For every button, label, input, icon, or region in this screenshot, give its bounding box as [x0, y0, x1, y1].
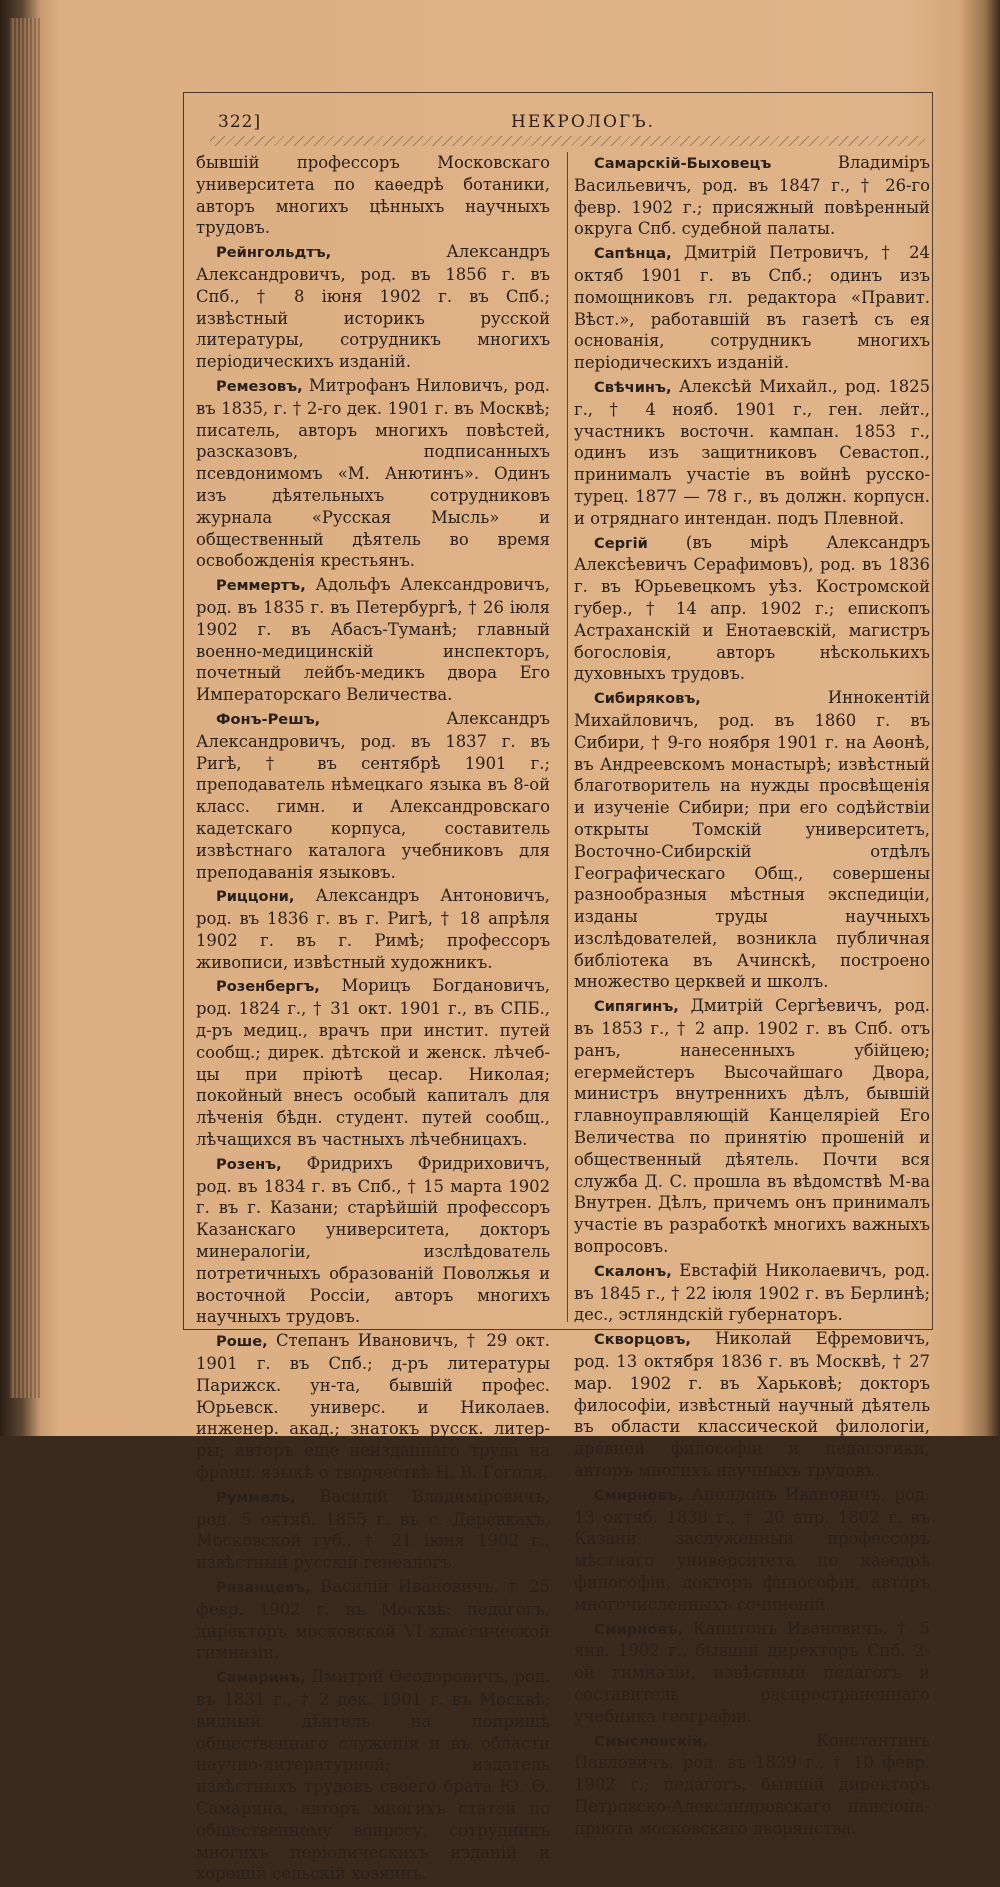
obituary-entry — [574, 376, 930, 530]
header-wavy-rule — [210, 136, 925, 146]
obituary-entry — [196, 1486, 550, 1574]
entry-name: Смысловскій, — [594, 1732, 708, 1750]
entry-name: Свѣчинъ, — [594, 378, 672, 396]
obituary-entry — [574, 1730, 930, 1840]
obituary-entry — [196, 574, 550, 706]
entry-name: Реммертъ, — [216, 577, 306, 595]
obituary-entry — [574, 995, 930, 1258]
obituary-entry — [196, 708, 550, 883]
obituary-entry — [196, 375, 550, 572]
entry-name: Роше, — [216, 1333, 268, 1351]
entry-name: Розенбергъ, — [216, 978, 320, 996]
obituary-entry — [196, 1153, 550, 1328]
page-stack-edge — [10, 18, 40, 1398]
obituary-entry — [574, 1618, 930, 1728]
entry-name: Самарскій-Быховецъ — [594, 155, 772, 172]
entry-text: Степанъ Ивановичъ, † 29 окт. 1901 г. въ Спб.; д-ръ литературы Парижск. ун-та, бывшій профес. Юрьевск. универс. и Николаев. инженер. акад.; знатокъ русск. литер-ры; авторъ еще неизданнаго труда на франц. языкѣ о творчествѣ Н. В. Гоголя. — [196, 1331, 550, 1483]
entry-text: Дмитрій Петровичъ, † 24 октяб 1901 г. въ Спб.; одинъ изъ помощниковъ гл. редактора «Правит. Вѣст.», работавшій въ газетѣ съ ея основанія, сотрудникъ многихъ періодическихъ изданій. — [574, 243, 930, 373]
entry-text: Александръ Антоновичъ, род. въ 1836 г. въ г. Ригѣ, † 18 апрѣля 1902 г. въ г. Римѣ; профессоръ живописи, извѣстный художникъ. — [196, 886, 550, 972]
entry-name: Рейнгольдтъ, — [216, 244, 332, 262]
entry-text: бывшій профессоръ Московскаго университета по каѳедрѣ ботаники, авторъ многихъ цѣнныхъ научныхъ трудовъ. — [196, 153, 550, 238]
obituary-entry — [196, 975, 550, 1150]
entry-text: Александръ Александровичъ, род. въ 1856 г. въ Спб., † 8 іюня 1902 г. въ Спб.; извѣстный историкъ русской литературы, сотрудникъ многихъ періодическихъ изданій. — [196, 242, 550, 372]
column-divider — [567, 152, 568, 1322]
entry-text: Морицъ Богдановичъ, род. 1824 г., † 31 окт. 1901 г., въ СПБ., д-ръ медиц., врачъ при инстит. путей сообщ.; дирек. дѣтской и женск. лѣчеб-цы при пріютѣ цесар. Николая; покойный внесъ особый капиталъ для лѣченія бѣдн. студент. путей сообщ., лѣчащихся въ частныхъ лѣчебницахъ. — [196, 976, 550, 1150]
entry-text: Дмитрій Сергѣевичъ, род. въ 1853 г., † 2 апр. 1902 г. въ Спб. отъ ранъ, нанесенныхъ убійцею; егермейстеръ Высочайшаго Двора, министръ внутреннихъ дѣлъ, бывшій главноуправляющій Канцеляріей Его Величества по принятію прошеній и общественный дѣятель. Почти вся служба Д. С. прошла въ вѣдомствѣ М-ва Внутрен. Дѣлъ, причемъ онъ принималъ участіе въ разработкѣ многихъ важныхъ вопросовъ. — [574, 996, 930, 1257]
page-number: 322] — [218, 112, 262, 132]
entry-text: (въ мірѣ Александръ Алексѣевичъ Серафимовъ), род. въ 1836 г. въ Юрьевецкомъ уѣз. Костромской губер., † 14 апр. 1902 г.; епископъ Астраханскій и Енотаевскій, магистръ богословія, авторъ нѣсколькихъ духовныхъ трудовъ. — [574, 532, 930, 684]
right-column — [574, 152, 930, 1842]
obituary-entry — [196, 1330, 550, 1484]
obituary-entry — [196, 241, 550, 373]
entry-text: Василій Владиміровичъ, род. 5 октяб. 1855 г. въ с. Деревкахъ, Московской губ., † 21 іюня 1902 г., извѣстный русскій генеалогъ. — [196, 1486, 550, 1573]
entry-text: Фридрихъ Фридриховичъ, род. въ 1834 г. въ Спб., † 15 марта 1902 г. въ г. Казани; старѣйшій профессоръ Казанскаго университета, докторъ минералогіи, изслѣдователь потретичныхъ образованій Поволжья и восточной Россіи, авторъ многихъ научныхъ трудовъ. — [196, 1153, 550, 1327]
entry-name: Скалонъ, — [594, 1262, 672, 1280]
running-title: НЕКРОЛОГЪ. — [511, 112, 656, 132]
entry-text: Дмитрій Ѳеодоровичъ, род. въ 1831 г., † 2 дек. 1901 г. въ Москвѣ; видный дѣятель на поприщѣ общественнаго служенія и въ области научно-литературной; издатель извѣстныхъ трудовъ своего брата Ю. Ѳ. Самарина, авторъ многихъ статей по общественному вопросу, сотрудникъ многихъ періодическихъ изданій и хорошій сельскій хозяинъ. — [196, 1667, 551, 1884]
entry-name: Руммель, — [216, 1488, 296, 1506]
entry-name: Ремезовъ, — [216, 377, 303, 395]
obituary-entry — [196, 1576, 550, 1664]
entry-name: Розенъ, — [216, 1155, 282, 1173]
entry-name: Фонъ-Решъ, — [216, 710, 321, 728]
obituary-entry — [574, 1484, 930, 1616]
entry-text: Митрофанъ Ниловичъ, род. въ 1835, г. † 2-го дек. 1901 г. въ Москвѣ; писатель, авторъ многихъ повѣстей, разсказовъ, подписанныхъ псевдонимомъ «М. Анютинъ». Одинъ изъ дѣятельныхъ сотрудниковъ журнала «Русская Мысль» и общественный дѣятель во время освобожденія крестьянъ. — [196, 375, 550, 571]
entry-name: Скворцовъ, — [594, 1331, 691, 1349]
obituary-entry — [196, 1666, 550, 1885]
entry-text: Иннокентій Михайловичъ, род. въ 1860 г. въ Сибири, † 9-го ноября 1901 г. на Аѳонѣ, въ Андреевскомъ монастырѣ; извѣстный благотворитель на нужды просвѣщенія и изученіе Сибири; при его содѣйствіи открыты Томскій университетъ, Восточно-Сибирскій отдѣлъ Географическаго Общ., совершены разнообразныя мѣстныя экспедиціи, изданы труды научныхъ изслѣдователей, возникла публичная библіотека въ Ачинскѣ, построено множество церквей и школъ. — [574, 688, 930, 992]
entry-text: Аполлонъ Ивановичъ, род. 13 октяб. 1838 г., † 20 апр. 1802 г. въ Казани; заслуженный профессоръ мѣстнаго университета по каѳедрѣ философіи, докторъ философіи, авторъ многочисленныхъ сочиненій. — [574, 1484, 930, 1614]
entry-text: Владиміръ Васильевичъ, род. въ 1847 г., † 26-го февр. 1902 г.; присяжный повѣренный округа Спб. судебной палаты. — [574, 153, 930, 239]
entry-name: Сапѣнца, — [594, 245, 672, 263]
entry-name: Смирновъ, — [594, 1620, 684, 1638]
left-column — [196, 152, 550, 1887]
entry-name: Сибиряковъ, — [594, 690, 701, 708]
obituary-entry — [574, 532, 930, 686]
entry-text: Василій Ивановичъ, † 25 февр. 1902 г. въ Москвѣ: педагогъ, директоръ московской VI классической гимназіи. — [196, 1577, 550, 1663]
entry-text: Капитонъ Ивановичъ, † 5 янв. 1902 г., бывшій директоръ Спб. 2-ой гимназіи, извѣстный педагогъ и составитель распространеннаго учебника географіи. — [574, 1618, 930, 1726]
obituary-entry — [574, 687, 930, 993]
entry-text: Николай Ефремовичъ, род. 13 октября 1836 г. въ Москвѣ, † 27 мар. 1902 г. въ Харьковѣ; докторъ философіи, извѣстный научный дѣятель въ области классической филологіи, древней философіи и педагогики, авторъ многихъ научныхъ трудовъ. — [574, 1329, 930, 1481]
entry-name: Рязанцевъ, — [216, 1579, 311, 1596]
page-header — [218, 108, 918, 138]
obituary-entry — [574, 1260, 930, 1326]
entry-text: Адольфъ Александровичъ, род. въ 1835 г. въ Петербургѣ, † 26 іюля 1902 г. въ Абасъ-Туманѣ; главный военно-медицинскій инспекторъ, почетный лейбъ-медикъ двора Его Императорскаго Величества. — [196, 575, 550, 705]
obituary-entry — [574, 242, 930, 374]
entry-text: Александръ Александровичъ, род. въ 1837 г. въ Ригѣ, † въ сентябрѣ 1901 г.; преподаватель нѣмецкаго языка въ 8-ой класс. гимн. и Александровскаго кадетскаго корпуса, составитель извѣстнаго каталога учебниковъ для преподаванія языковъ. — [196, 708, 550, 882]
entry-text: Константинъ Павловичъ, род. въ 1839 г., † 10 февр. 1902 г.; педагогъ, бывшій директоръ Петровско-Александровскаго пансіона-пріюта московскаго дворянства. — [574, 1730, 930, 1838]
entry-name: Риццони, — [216, 888, 295, 906]
obituary-entry — [574, 1328, 930, 1482]
entry-text: Алексѣй Михайл., род. 1825 г., † 4 нояб. 1901 г., ген. лейт., участникъ восточн. кампан. 1853 г., одинъ изъ защитниковъ Севастоп., принималъ участіе въ войнѣ русско-турец. 1877 — 78 г., въ должн. корпусн. и отряднаго интендан. подъ Плевной. — [574, 376, 930, 528]
entry-name: Сипягинъ, — [594, 998, 679, 1016]
obituary-entry — [574, 152, 930, 240]
entry-name: Сергій — [594, 534, 648, 552]
entry-name: Самаринъ, — [216, 1669, 306, 1687]
entry-name: Смирновъ, — [594, 1486, 684, 1504]
obituary-entry — [196, 885, 550, 973]
entry-text: Евстафій Николаевичъ, род. въ 1845 г., † 22 іюля 1902 г. въ Берлинѣ; дес., эстляндскій губернаторъ. — [574, 1260, 930, 1325]
obituary-entry — [196, 152, 550, 239]
